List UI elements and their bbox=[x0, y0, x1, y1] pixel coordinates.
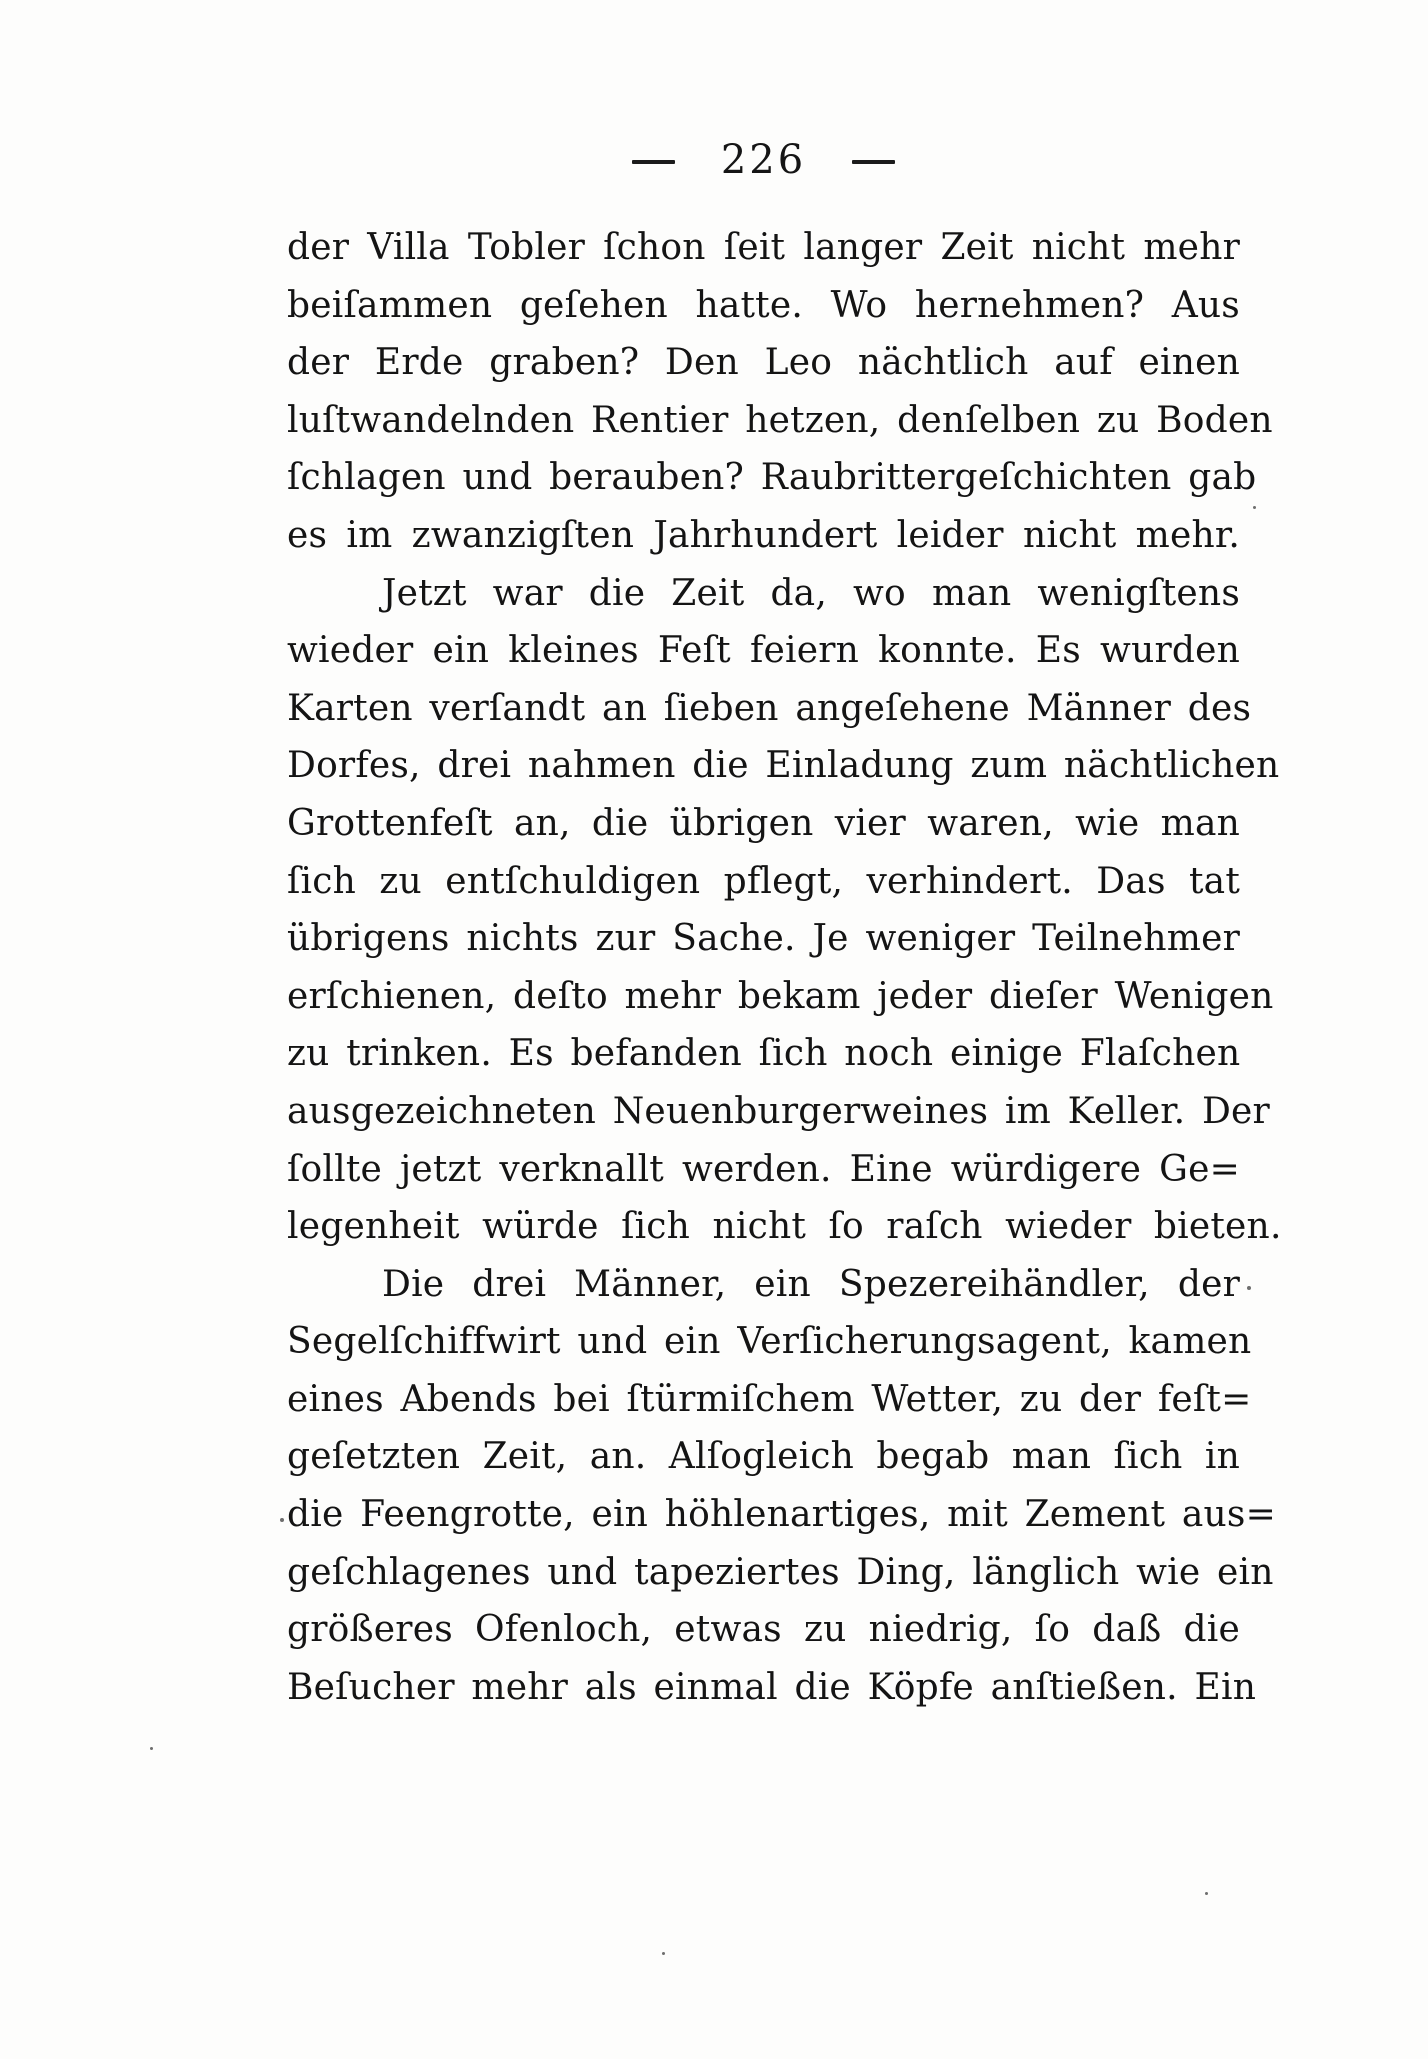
text-line: Dorfes, drei nahmen die Einladung zum nächtlichen bbox=[287, 745, 1280, 787]
text-line: der Villa Tobler ſchon ſeit langer Zeit nicht mehr bbox=[287, 227, 1240, 268]
scan-speck bbox=[280, 1518, 284, 1522]
scan-speck bbox=[150, 1747, 153, 1750]
text-line: eines Abends bei ſtürmiſchem Wetter, zu der feſt= bbox=[287, 1378, 1252, 1420]
header-rule-left bbox=[632, 160, 675, 164]
text-line: ſchlagen und berauben? Raubrittergeſchichten gab bbox=[287, 457, 1257, 499]
scan-speck bbox=[1253, 506, 1256, 509]
text-line: ſollte jetzt verknallt werden. Eine würdigere Ge= bbox=[287, 1148, 1240, 1190]
text-line: Segelſchiffwirt und ein Verſicherungsagent, kamen bbox=[287, 1321, 1252, 1363]
page-header bbox=[287, 137, 1240, 183]
text-line: legenheit würde ſich nicht ſo raſch wieder bieten. bbox=[287, 1206, 1282, 1248]
text-line: zu trinken. Es befanden ſich noch einige Flaſchen bbox=[287, 1033, 1241, 1075]
text-line: geſchlagenes und tapeziertes Ding, länglich wie ein bbox=[287, 1551, 1274, 1593]
text-line: Grottenfeſt an, die übrigen vier waren, wie man bbox=[287, 802, 1240, 844]
text-line: wieder ein kleines Feſt feiern konnte. Es wurden bbox=[287, 630, 1240, 672]
text-line: Beſucher mehr als einmal die Köpfe anſtießen. Ein bbox=[287, 1666, 1257, 1708]
scan-speck bbox=[1247, 1286, 1251, 1290]
text-line: die Feengrotte, ein höhlenartiges, mit Zement aus= bbox=[287, 1494, 1276, 1536]
text-line: es im zwanzigſten Jahrhundert leider nicht mehr. bbox=[287, 514, 1240, 556]
scan-speck bbox=[662, 1952, 665, 1955]
text-line: der Erde graben? Den Leo nächtlich auf einen bbox=[287, 342, 1240, 384]
text-line: größeres Ofenloch, etwas zu niedrig, ſo daß die bbox=[287, 1609, 1240, 1651]
text-line: Karten verſandt an ſieben angeſehene Männer des bbox=[287, 687, 1252, 729]
page-text bbox=[287, 219, 1282, 1716]
text-line: Die drei Männer, ein Spezereihändler, der bbox=[382, 1263, 1240, 1305]
text-line: luſtwandelnden Rentier hetzen, denſelben zu Boden bbox=[287, 399, 1273, 441]
header-rule-right bbox=[852, 160, 895, 164]
text-line: ausgezeichneten Neuenburgerweines im Keller. Der bbox=[287, 1090, 1270, 1132]
text-line: übrigens nichts zur Sache. Je weniger Teilnehmer bbox=[287, 918, 1240, 960]
text-line: Jetzt war die Zeit da, wo man wenigſtens bbox=[382, 572, 1240, 614]
page-number: 226 bbox=[720, 137, 807, 183]
scan-speck bbox=[1205, 1892, 1208, 1895]
text-block bbox=[287, 137, 1282, 1716]
text-line: ſich zu entſchuldigen pflegt, verhindert. Das tat bbox=[287, 860, 1240, 902]
text-line: beiſammen geſehen hatte. Wo hernehmen? Aus bbox=[287, 284, 1240, 326]
text-line: geſetzten Zeit, an. Alſogleich begab man ſich in bbox=[287, 1436, 1240, 1478]
text-line: erſchienen, deſto mehr bekam jeder dieſer Wenigen bbox=[287, 975, 1274, 1017]
